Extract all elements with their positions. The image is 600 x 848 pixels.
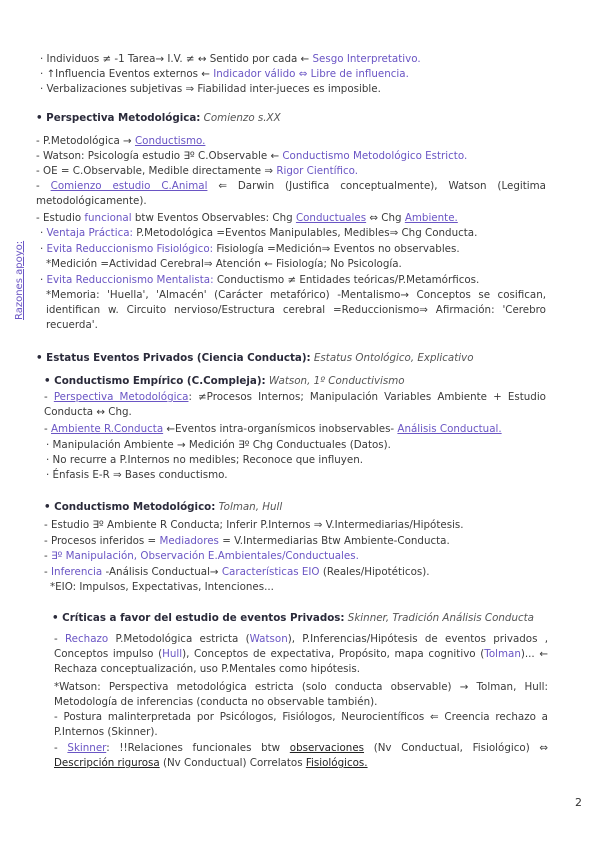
list-item: *Memoria: 'Huella', 'Almacén' (Carácter metafórico) -Mentalismo→ Conceptos se cosifican, identifican w. Circuito nervioso/Estructura cerebral =Reduccionismo⇒ Afirmación: 'Cerebro recuerda'.: [46, 289, 546, 331]
list-item: · Énfasis E-R ⇒ Bases conductismo.: [46, 469, 228, 481]
list-item: - Ambiente R.Conducta ←Eventos intra-organísmicos inobservables- Análisis Conductual.: [44, 423, 502, 435]
list-item: - P.Metodológica → Conductismo.: [36, 135, 206, 147]
subsection-heading: • Conductismo Metodológico: Tolman, Hull: [44, 501, 283, 513]
section-heading: • Perspectiva Metodológica: Comienzo s.XX: [36, 112, 281, 124]
list-item: · No recurre a P.Internos no medibles; Reconoce que influyen.: [46, 454, 364, 466]
list-item: - ∃º Manipulación, Observación E.Ambientales/Conductuales.: [44, 550, 359, 562]
side-note: Razones apoyo:: [14, 240, 25, 320]
page-number: 2: [575, 796, 582, 809]
list-item: - Watson: Psicología estudio ∃º C.Observable ← Conductismo Metodológico Estricto.: [36, 150, 468, 162]
list-item: - Postura malinterpretada por Psicólogos, Fisiólogos, Neurocientíficos ⇐ Creencia rechazo a P.Internos (Skinner).: [54, 711, 548, 738]
list-item: - Skinner: !!Relaciones funcionales btw observaciones (Nv Conductual, Fisiológico) ⇔ Descripción rigurosa (Nv Conductual) Correlatos Fisiológicos.: [54, 742, 549, 769]
subsection-heading: • Críticas a favor del estudio de eventos Privados: Skinner, Tradición Análisis Conducta: [52, 612, 534, 624]
list-item: · Evita Reduccionismo Fisiológico: Fisiología =Medición⇒ Eventos no observables.: [40, 243, 460, 255]
subsection-heading: • Conductismo Empírico (C.Compleja): Watson, 1º Conductivismo: [44, 375, 405, 387]
list-item: - Rechazo P.Metodológica estricta (Watson), P.Inferencias/Hipótesis de eventos privados , Conceptos impulso (Hull), Conceptos de expectativa, Propósito, mapa cognitivo (Tolman)... ← Rechaza conceptualización, uso P.Mentales como hipótesis.: [54, 633, 548, 675]
list-item: *Watson: Perspectiva metodológica estricta (solo conducta observable) → Tolman, Hull: Metodología de inferencias (conducta no observable también).: [54, 681, 548, 708]
list-item: - Inferencia -Análisis Conductual→ Características EIO (Reales/Hipotéticos).: [44, 566, 430, 578]
list-item: · Individuos ≠ -1 Tarea→ I.V. ≠ ↔ Sentido por cada ← Sesgo Interpretativo.: [40, 53, 421, 65]
list-item: - Perspectiva Metodológica: ≠Procesos Internos; Manipulación Variables Ambiente + Estudio Conducta ↔ Chg.: [44, 391, 546, 418]
list-item: - Comienzo estudio C.Animal ⇐ Darwin (Justifica conceptualmente), Watson (Legitima metodológicamente).: [36, 180, 546, 207]
list-item: · ↑Influencia Eventos externos ← Indicador válido ⇔ Libre de influencia.: [40, 68, 409, 80]
list-item: - Procesos inferidos = Mediadores = V.Intermediarias Btw Ambiente-Conducta.: [44, 535, 450, 547]
section-heading: • Estatus Eventos Privados (Ciencia Conducta): Estatus Ontológico, Explicativo: [36, 352, 474, 364]
list-item: · Verbalizaciones subjetivas ⇒ Fiabilidad inter-jueces es imposible.: [40, 83, 381, 95]
list-item: - Estudio funcional btw Eventos Observables: Chg Conductuales ⇔ Chg Ambiente.: [36, 212, 458, 224]
list-item: *EIO: Impulsos, Expectativas, Intenciones...: [50, 581, 274, 593]
list-item: - OE = C.Observable, Medible directamente ⇒ Rigor Científico.: [36, 165, 359, 177]
list-item: · Evita Reduccionismo Mentalista: Conductismo ≠ Entidades teóricas/P.Metamórficos.: [40, 274, 480, 286]
list-item: *Medición =Actividad Cerebral⇒ Atención ← Fisiología; No Psicología.: [46, 258, 402, 270]
list-item: · Ventaja Práctica: P.Metodológica =Eventos Manipulables, Medibles⇒ Chg Conducta.: [40, 227, 478, 239]
list-item: · Manipulación Ambiente → Medición ∃º Chg Conductuales (Datos).: [46, 439, 391, 451]
list-item: - Estudio ∃º Ambiente R Conducta; Inferir P.Internos ⇒ V.Intermediarias/Hipótesis.: [44, 519, 464, 531]
